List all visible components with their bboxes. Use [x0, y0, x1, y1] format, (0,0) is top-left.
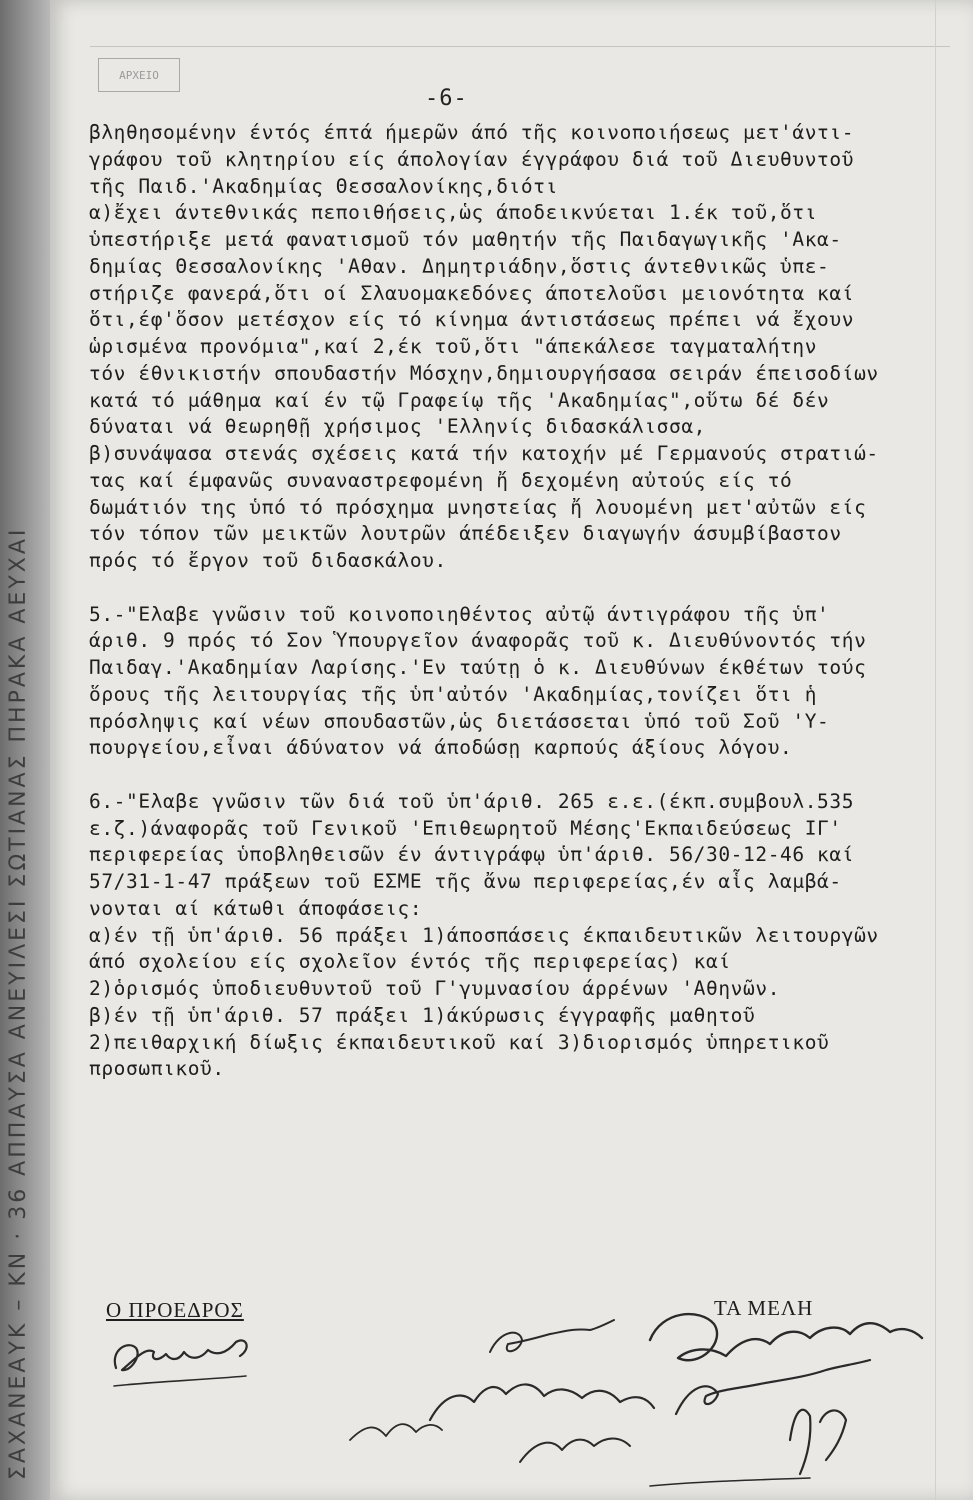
signature-block [50, 1290, 973, 1500]
member-signature-2 [650, 1314, 922, 1360]
text-line: Παιδαγ.'Ακαδημίαν Λαρίσης.'Εν ταύτῃ ὁ κ. Διευθύνων έκθέτων τούς [89, 656, 867, 679]
text-line: ὡρισμένα προνόμια",καί 2,έκ τοῦ,ὅτι "άπεκάλεσε ταγματαλήτην [89, 335, 818, 358]
paragraph-gap [89, 762, 973, 789]
text-line: κατά τό μάθημα καί έν τῷ Γραφείῳ τῆς 'Ακαδημίας",οὕτω δέ δέν [89, 388, 830, 412]
text-line: 5.-"Ελαβε γνῶσιν τοῦ κοινοποιηθέντος αὐτῷ άντιγράφου τῆς ὑπ' [89, 602, 830, 626]
members-title: ΤΑ ΜΕΛΗ [714, 1296, 814, 1320]
text-line: 57/31-1-47 πράξεων τοῦ ΕΣΜΕ τῆς ἄνω περιφερείας,έν αἷς λαμβά- [89, 870, 842, 893]
text-line: δημίας Θεσσαλονίκης 'Αθαν. Δημητριάδην,ὅστις άντεθνικῶς ὑπε- [89, 254, 830, 278]
text-line: β)έν τῇ ὑπ'άριθ. 57 πράξει 1)άκύρωσις έγγραφῆς μαθητοῦ [89, 1003, 756, 1027]
archive-stamp: ΑΡΧΕΙΟ [98, 58, 180, 92]
member-signature-1 [490, 1320, 614, 1352]
text-line: νονται αί κάτωθι άποφάσεις: [89, 896, 423, 920]
member-signature-5 [350, 1424, 442, 1440]
text-line: πρός τό ἔργον τοῦ διδασκάλου. [89, 549, 447, 572]
text-line: τας καί έμφανῶς συναναστρεφομένη ἤ δεχομένη αὐτούς είς τό [89, 468, 793, 492]
text-line: βληθησομένην έντός έπτά ήμερῶν άπό τῆς κοινοποιήσεως μετ'άντι- [89, 121, 855, 144]
chair-title: Ο ΠΡΟΕΔΡΟΣ [106, 1298, 244, 1322]
text-line: ὑπεστήριξε μετά φανατισμοῦ τόν μαθητήν τῆς Παιδαγωγικῆς 'Ακα- [89, 228, 842, 251]
text-line: α)ἔχει άντεθνικάς πεποιθήσεις,ὡς άποδεικνύεται 1.έκ τοῦ,ὅτι [89, 201, 818, 225]
text-line: άριθ. 9 πρός τό Σον Ὑπουργεῖον άναφορᾶς τοῦ κ. Διευθύνοντός τήν [89, 629, 867, 653]
text-line: ὅτι,έφ'ὅσον μετέσχον είς τό κίνημα άντιστάσεως πρέπει νά ἔχουν [89, 308, 855, 332]
body-text [89, 120, 973, 1083]
text-line: τῆς Παιδ.'Ακαδημίας Θεσσαλονίκης,διότι [89, 174, 558, 198]
handwritten-signatures [50, 1290, 973, 1500]
archive-strip-text: ΣΑΧΑΝΕΑΥΚ – ΚΝ · 36 ΑΠΠΑΥΣΑ ΑΝΕΥΙΛΕΣΙ ΣΩΤΙΑΝΑΣ ΠΗΡΑΚΑ ΑΕΥΧΑΙ [6, 526, 31, 1480]
page-number: -6- [425, 86, 468, 111]
text-line: πουργείου,εἶναι άδύνατον νά άποδώσῃ καρπούς άξίους λόγου. [89, 736, 793, 760]
text-line: στήριζε φανερά,ὅτι οί Σλαυομακεδόνες άποτελοῦσι μειονότητα καί [89, 281, 855, 305]
text-line: ε.ζ.)άναφορᾶς τοῦ Γενικοῦ 'Επιθεωρητοῦ Μέσης'Εκπαιδεύσεως ΙΓ' [89, 816, 842, 840]
text-line: 6.-"Ελαβε γνῶσιν τῶν διά τοῦ ὑπ'άριθ. 265 ε.ε.(έκπ.συμβουλ.535 [89, 789, 855, 813]
text-line: άπό σχολείου είς σχολεῖον έντός τῆς περιφερείας) καί [89, 950, 731, 974]
archive-binding-strip [0, 0, 50, 1500]
text-line: 2)ὁρισμός ὑποδιευθυντοῦ τοῦ Γ'γυμνασίου άρρένων 'Αθηνῶν. [89, 977, 781, 1000]
text-line: β)συνάψασα στενάς σχέσεις κατά τήν κατοχήν μέ Γερμανούς στρατιώ- [89, 442, 879, 465]
member-signature-3 [430, 1384, 654, 1420]
member-signature-4 [676, 1360, 870, 1414]
text-line: πρόσληψις καί νέων σπουδαστῶν,ὡς διετάσσεται ὑπό τοῦ Σοῦ 'Υ- [89, 709, 830, 733]
member-signature-6 [520, 1439, 630, 1463]
text-line: περιφερείας ὑποβληθεισῶν έν άντιγράφῳ ὑπ'άριθ. 56/30-12-46 καί [89, 843, 855, 867]
text-line: τόν τόπον τῶν μεικτῶν λουτρῶν άπέδειξεν διαγωγήν άσυμβίβαστον [89, 522, 842, 546]
text-line: α)έν τῇ ὑπ'άριθ. 56 πράξει 1)άποσπάσεις έκπαιδευτικῶν λειτουργῶν [89, 923, 879, 947]
paragraph-gap [89, 575, 973, 602]
top-rule [90, 46, 950, 47]
text-line: ὅρους τῆς λειτουργίας τῆς ὑπ'αὐτόν 'Ακαδημίας,τονίζει ὅτι ἡ [89, 682, 818, 706]
text-line: 2)πειθαρχική δίωξις έκπαιδευτικοῦ καί 3)διορισμός ὑπηρετικοῦ [89, 1030, 830, 1054]
member-signature-7 [790, 1410, 846, 1474]
document-page [50, 0, 973, 1500]
text-line: δύναται νά θεωρηθῇ χρήσιμος 'Ελληνίς διδασκάλισσα, [89, 415, 706, 439]
text-line: προσωπικοῦ. [89, 1057, 225, 1081]
text-line: γράφου τοῦ κλητηρίου είς άπολογίαν έγγράφου διά τοῦ Διευθυντοῦ [89, 147, 855, 171]
text-line: τόν έθνικιστήν σπουδαστήν Μόσχην,δημιουργήσασα σειράν έπεισοδίων [89, 361, 879, 385]
text-line: δωμάτιόν της ὑπό τό πρόσχημα μνηστείας ἤ λουομένη μετ'αὐτῶν είς [89, 495, 867, 519]
chair-signature [115, 1340, 247, 1370]
